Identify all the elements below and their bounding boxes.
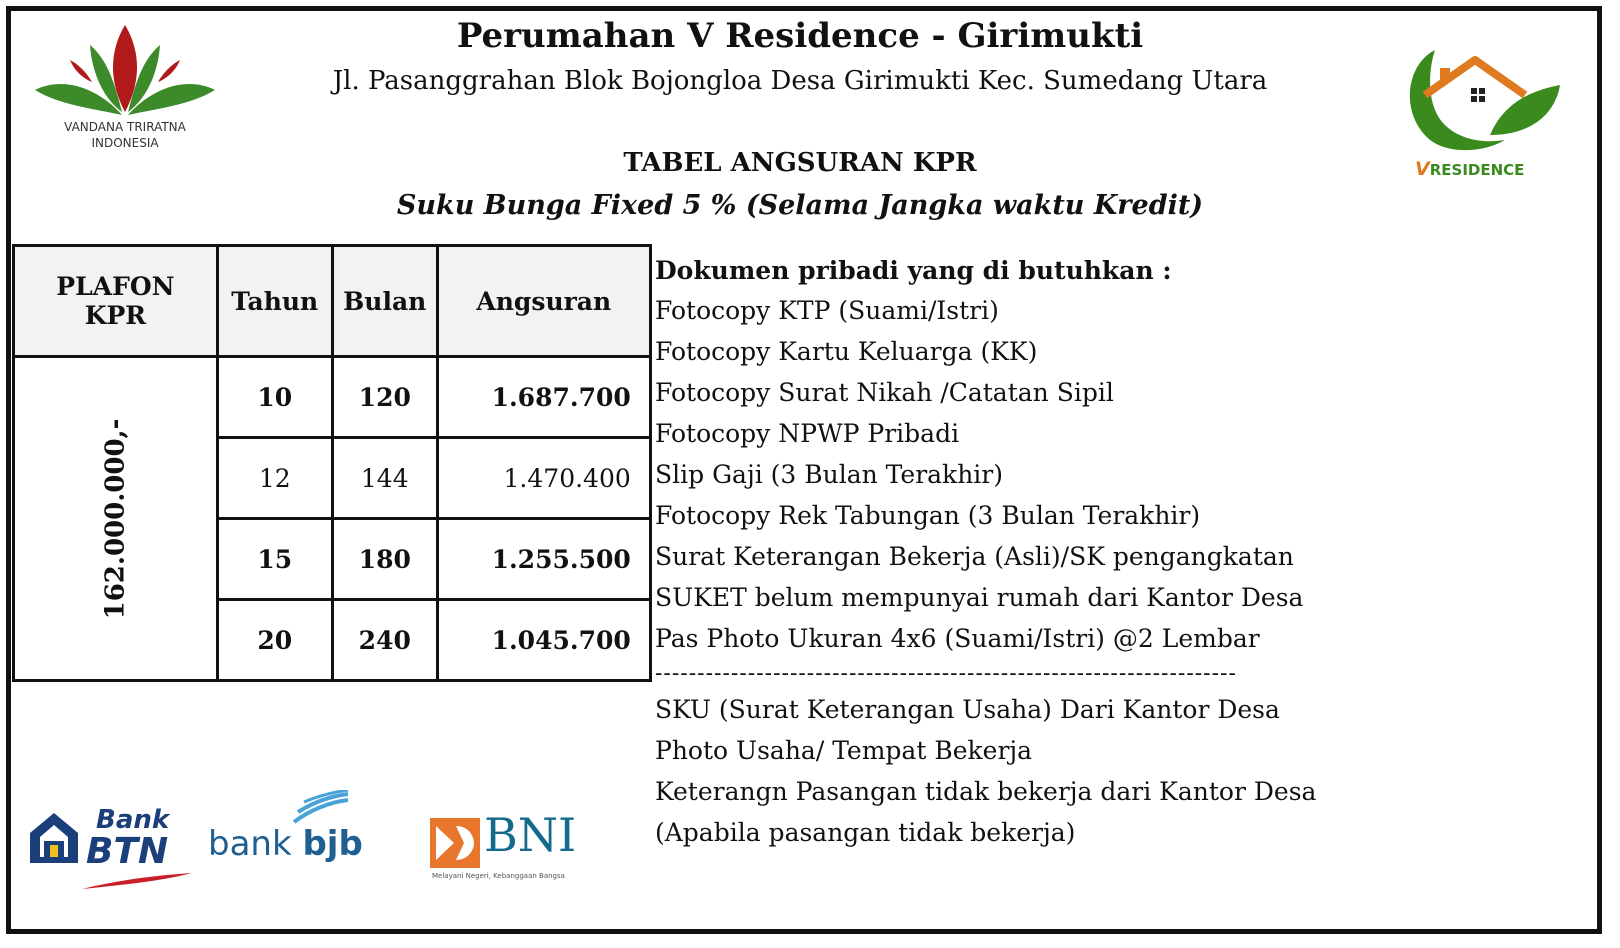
plafon-cell xyxy=(14,357,218,681)
btn-swoosh-icon xyxy=(82,871,192,891)
dashed-separator: --------------------------------------------------------------------- xyxy=(655,661,1237,686)
list-item: Photo Usaha/ Tempat Bekerja xyxy=(655,736,1033,765)
cell-tahun: 15 xyxy=(217,519,332,600)
cell-tahun: 12 xyxy=(217,438,332,519)
header-tahun: Tahun xyxy=(217,246,332,357)
list-item: Fotocopy Surat Nikah /Catatan Sipil xyxy=(655,378,1114,407)
v-residence-caption: VRESIDENCE xyxy=(1415,158,1525,180)
address-line: Jl. Pasanggrahan Blok Bojongloa Desa Girimukti Kec. Sumedang Utara xyxy=(332,66,1268,96)
v-residence-logo xyxy=(1395,40,1570,190)
list-item: SKU (Surat Keterangan Usaha) Dari Kantor Desa xyxy=(655,695,1280,724)
list-item: Keterangn Pasangan tidak bekerja dari Kantor Desa xyxy=(655,777,1317,806)
cell-tahun: 10 xyxy=(217,357,332,438)
list-item: (Apabila pasangan tidak bekerja) xyxy=(655,818,1076,847)
list-item: SUKET belum mempunyai rumah dari Kantor Desa xyxy=(655,583,1304,612)
list-item: Fotocopy Rek Tabungan (3 Bulan Terakhir) xyxy=(655,501,1201,530)
list-item: Fotocopy Kartu Keluarga (KK) xyxy=(655,337,1038,366)
list-item: Fotocopy KTP (Suami/Istri) xyxy=(655,296,999,325)
cell-bulan: 144 xyxy=(332,438,437,519)
cell-angsuran: 1.255.500 xyxy=(437,519,650,600)
table-header-row xyxy=(14,246,651,357)
header-angsuran: Angsuran xyxy=(437,246,650,357)
bank-bjb-logo: bank bjb xyxy=(208,790,398,870)
interest-subtitle: Suku Bunga Fixed 5 % (Selama Jangka waktu Kredit) xyxy=(396,190,1204,221)
cell-bulan: 240 xyxy=(332,600,437,681)
list-item: Fotocopy NPWP Pribadi xyxy=(655,419,960,448)
logo-caption-line1: VANDANA TRIRATNA xyxy=(64,120,186,134)
cell-bulan: 180 xyxy=(332,519,437,600)
cell-bulan: 120 xyxy=(332,357,437,438)
header-bulan: Bulan xyxy=(332,246,437,357)
header-plafon: PLAFON KPR xyxy=(14,246,218,357)
bank-bni-logo: BNI Melayani Negeri, Kebanggaan Bangsa xyxy=(432,808,577,880)
house-leaf-icon xyxy=(1395,40,1565,160)
list-item: Pas Photo Ukuran 4x6 (Suami/Istri) @2 Lembar xyxy=(655,624,1260,653)
document-requirements xyxy=(655,252,1415,853)
btn-house-icon xyxy=(26,809,82,867)
installment-table xyxy=(12,244,652,682)
list-item: Slip Gaji (3 Bulan Terakhir) xyxy=(655,460,1003,489)
cell-tahun: 20 xyxy=(217,600,332,681)
list-item: Surat Keterangan Bekerja (Asli)/SK pengangkatan xyxy=(655,542,1294,571)
bank-btn-logo: Bank BTN xyxy=(26,805,186,885)
lotus-icon xyxy=(30,20,220,125)
table-row xyxy=(14,357,651,438)
page-title: Perumahan V Residence - Girimukti xyxy=(456,16,1144,56)
bni-mark-icon xyxy=(430,818,480,868)
table-title: TABEL ANGSURAN KPR xyxy=(623,148,977,178)
cell-angsuran: 1.045.700 xyxy=(437,600,650,681)
bjb-wave-icon xyxy=(290,790,350,824)
cell-angsuran: 1.687.700 xyxy=(437,357,650,438)
logo-caption-line2: INDONESIA xyxy=(91,136,159,150)
documents-heading: Dokumen pribadi yang di butuhkan : xyxy=(655,256,1172,285)
cell-angsuran: 1.470.400 xyxy=(437,438,650,519)
vandana-triratna-logo xyxy=(30,20,220,160)
plafon-amount: 162.000.000,- xyxy=(100,418,131,619)
